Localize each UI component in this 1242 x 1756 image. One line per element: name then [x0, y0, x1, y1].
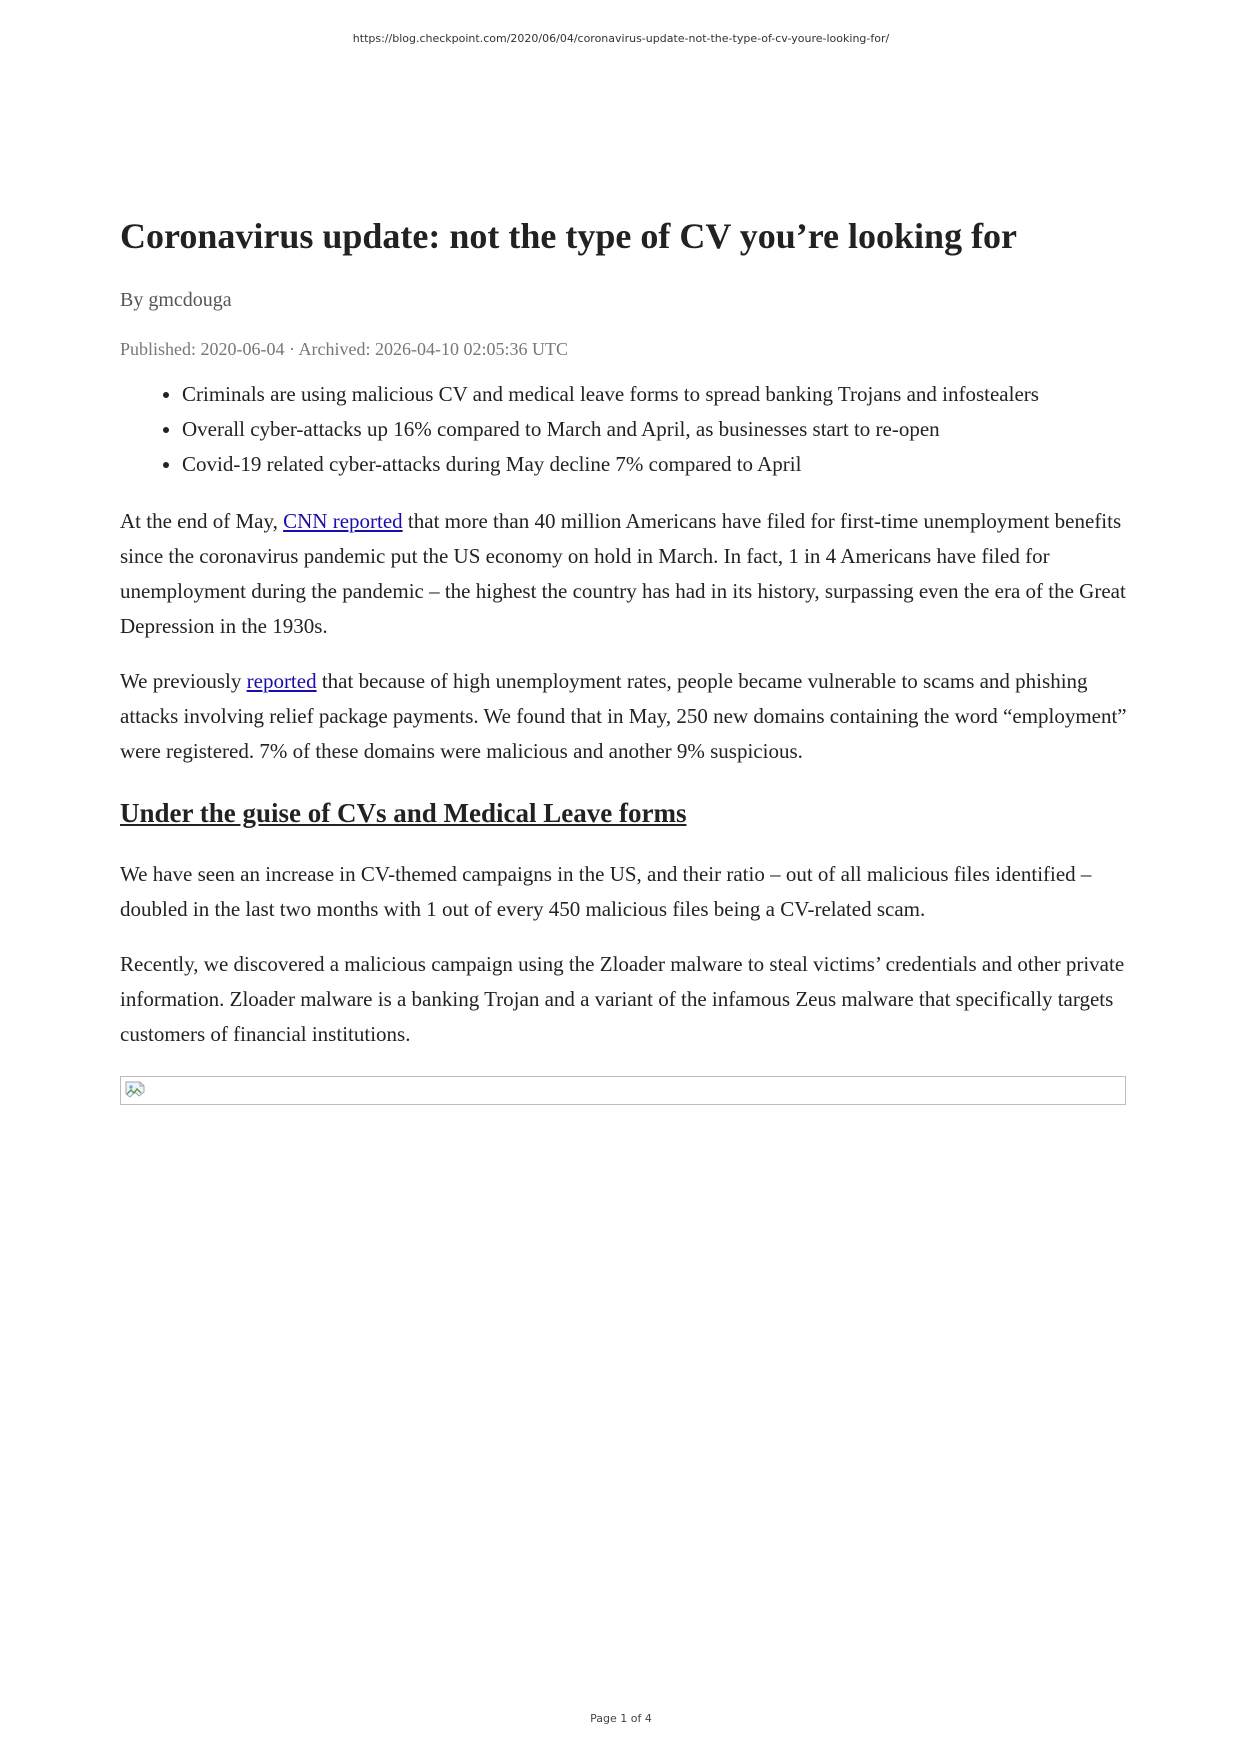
article-image-placeholder	[120, 1076, 1126, 1105]
article-meta: Published: 2020-06-04 · Archived: 2026-04-10 02:05:36 UTC	[120, 339, 568, 359]
paragraph-previous-report	[120, 664, 1128, 769]
broken-image-icon	[123, 1079, 147, 1103]
page-url: https://blog.checkpoint.com/2020/06/04/coronavirus-update-not-the-type-of-cv-youre-looking-for/	[352, 32, 890, 45]
cnn-reported-link[interactable]: CNN reported	[283, 509, 403, 533]
page-number: Page 1 of 4	[590, 1712, 652, 1725]
list-item: • Covid-19 related cyber-attacks during May decline 7% compared to April	[182, 447, 1128, 482]
paragraph-cv-campaigns: We have seen an increase in CV-themed campaigns in the US, and their ratio – out of all malicious files identified – doubled in the last two months with 1 out of every 450 malicious files being a CV-related scam.	[120, 862, 1092, 921]
article-byline: By gmcdouga	[120, 289, 232, 311]
paragraph-cnn	[120, 504, 1128, 644]
list-item: • Overall cyber-attacks up 16% compared to March and April, as businesses start to re-open	[182, 412, 1128, 447]
key-points-list	[120, 377, 1128, 482]
list-item: • Criminals are using malicious CV and medical leave forms to spread banking Trojans and infostealers	[182, 377, 1128, 412]
paragraph-text: We previously	[120, 669, 247, 693]
paragraph-zloader: Recently, we discovered a malicious campaign using the Zloader malware to steal victims’ credentials and other private information. Zloader malware is a banking Trojan and a variant of the infamous Zeus malware that specifically targets customers of financial institutions.	[120, 952, 1125, 1046]
reported-link[interactable]: reported	[246, 669, 317, 693]
article	[120, 212, 1128, 1105]
article-title: Coronavirus update: not the type of CV you’re looking for	[120, 216, 1018, 256]
paragraph-text: that because of high unemployment rates, people became vulnerable to scams and phishing attacks involving relief package payments. We found that in May, 250 new domains containing the word “employment” were registered. 7% of these domains were malicious and another 9% suspicious.	[120, 669, 1127, 763]
section-heading: Under the guise of CVs and Medical Leave forms	[120, 798, 687, 828]
paragraph-text: At the end of May,	[120, 509, 284, 533]
paragraph-text: that more than 40 million Americans have filed for first-time unemployment benefits since the coronavirus pandemic put the US economy on hold in March. In fact, 1 in 4 Americans have filed for unemployment during the pandemic – the highest the country has had in its history, surpassing even the era of the Great Depression in the 1930s.	[120, 509, 1126, 638]
